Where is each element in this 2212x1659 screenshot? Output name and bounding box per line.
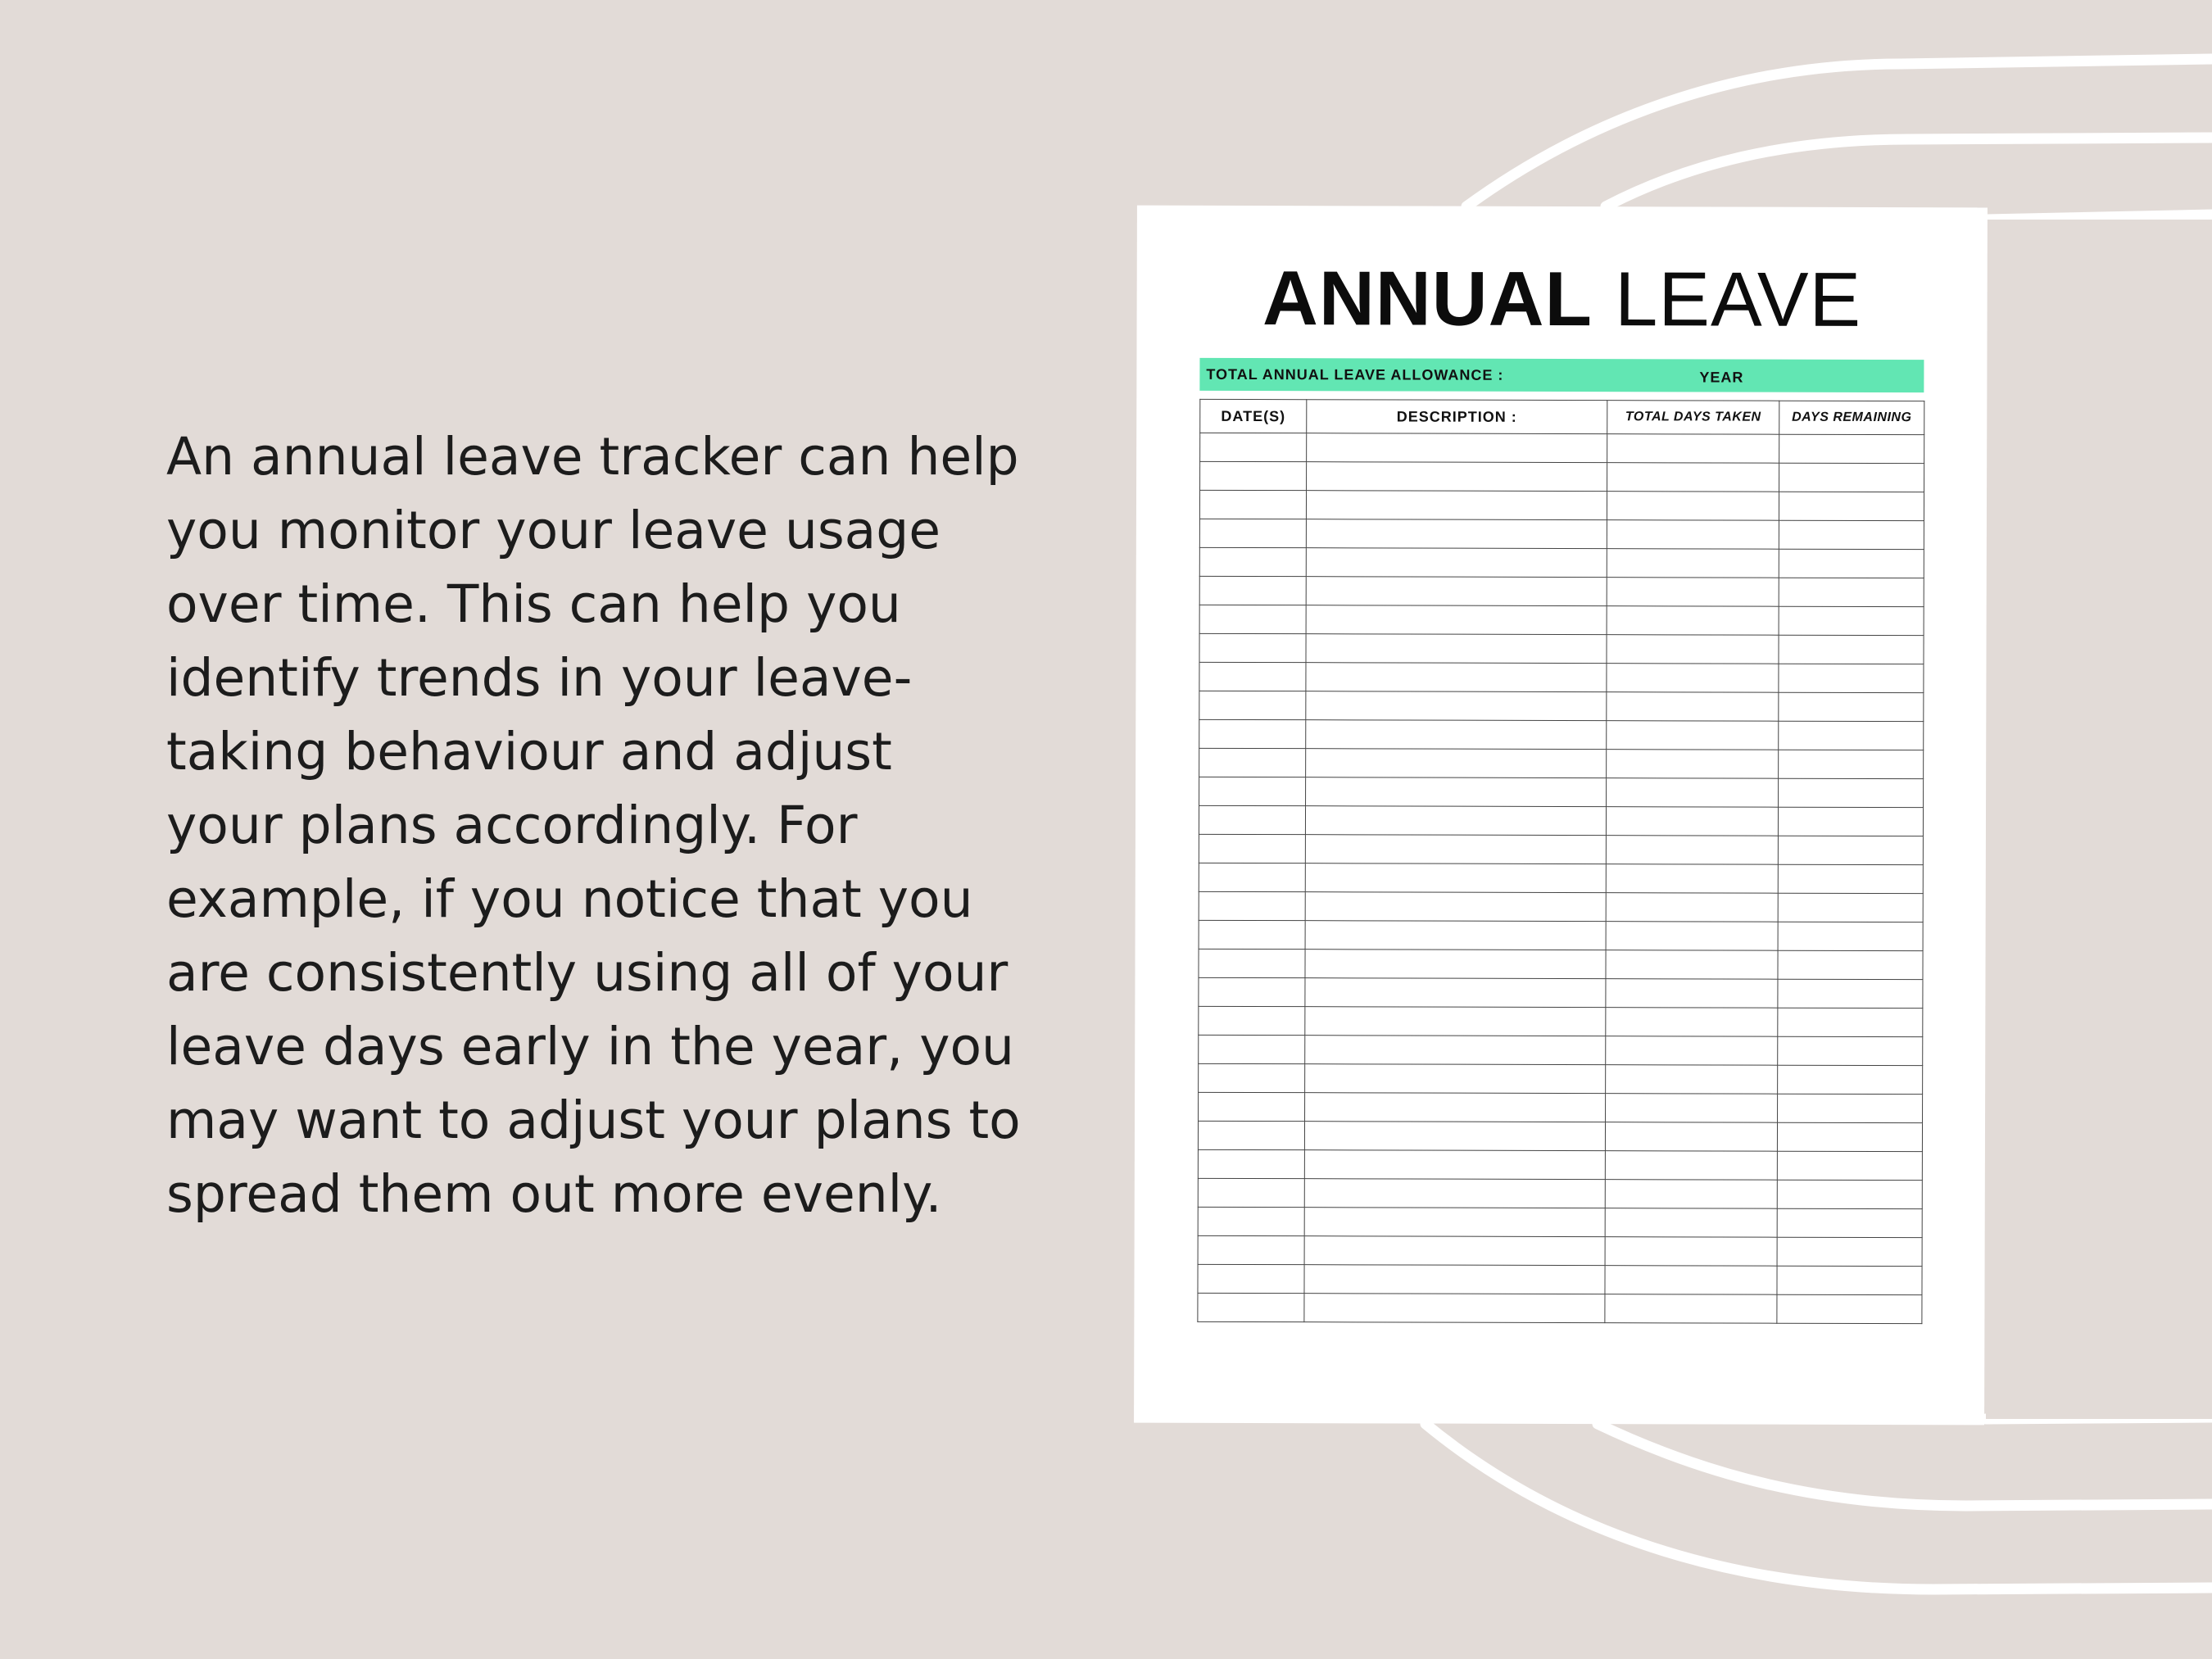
days-remaining-cell (1777, 1294, 1922, 1323)
description-cell (1305, 921, 1606, 950)
date-cell (1199, 863, 1305, 891)
days-remaining-cell (1779, 778, 1924, 807)
table-row (1199, 891, 1923, 922)
description-cell (1305, 1064, 1606, 1094)
table-row (1199, 834, 1923, 864)
days-remaining-cell (1779, 721, 1924, 750)
intro-line: over time. This can help you (166, 574, 901, 634)
date-cell (1198, 1235, 1304, 1264)
days-taken-cell (1606, 893, 1778, 922)
days-remaining-cell (1778, 1065, 1923, 1094)
days-remaining-cell (1777, 1180, 1922, 1208)
days-taken-cell (1606, 1008, 1778, 1037)
days-taken-cell (1606, 807, 1778, 836)
description-cell (1304, 1122, 1605, 1151)
intro-line: are consistently using all of your (166, 943, 1009, 1003)
column-header-description: DESCRIPTION : (1307, 400, 1607, 434)
description-cell (1305, 1093, 1606, 1122)
days-taken-cell (1607, 578, 1779, 607)
description-cell (1305, 806, 1606, 836)
days-remaining-cell (1779, 664, 1924, 692)
table-row (1200, 461, 1924, 492)
table-row (1199, 1092, 1923, 1122)
days-remaining-cell (1777, 1266, 1922, 1294)
description-cell (1306, 491, 1607, 520)
arc-line-middle (1606, 138, 2212, 206)
days-taken-cell (1606, 1065, 1778, 1095)
description-cell (1305, 978, 1606, 1008)
table-row (1198, 1149, 1922, 1180)
intro-line: example, if you notice that you (166, 869, 973, 929)
days-taken-cell (1605, 1151, 1777, 1181)
table-row (1199, 748, 1924, 778)
days-remaining-cell (1777, 1237, 1922, 1266)
table-body (1198, 433, 1924, 1323)
date-cell (1198, 1178, 1304, 1207)
days-remaining-cell (1779, 492, 1924, 520)
days-remaining-cell (1778, 1036, 1923, 1065)
year-label: YEAR (1699, 369, 1744, 386)
description-cell (1306, 519, 1607, 549)
description-cell (1305, 863, 1606, 893)
annual-leave-sheet (1134, 206, 1988, 1426)
table-row (1198, 1121, 1922, 1151)
date-cell (1199, 805, 1305, 834)
description-cell (1306, 691, 1607, 721)
days-remaining-cell (1779, 692, 1924, 721)
table-row (1199, 1035, 1923, 1065)
table-row (1199, 576, 1924, 606)
date-cell (1199, 891, 1305, 920)
days-remaining-cell (1778, 1008, 1923, 1036)
description-cell (1304, 1294, 1605, 1323)
table-row (1198, 1293, 1922, 1323)
days-taken-cell (1605, 1208, 1777, 1238)
days-remaining-cell (1778, 836, 1923, 864)
date-cell (1199, 605, 1306, 633)
days-taken-cell (1606, 979, 1778, 1009)
table-row (1199, 977, 1923, 1008)
description-cell (1306, 720, 1607, 750)
date-cell (1198, 1293, 1304, 1321)
table-row (1198, 1235, 1922, 1266)
table-row (1199, 633, 1924, 664)
description-cell (1306, 577, 1607, 606)
intro-line: your plans accordingly. For (166, 796, 858, 855)
days-taken-cell (1607, 492, 1779, 521)
arc-line-bottom-middle (1598, 1424, 2212, 1506)
date-cell (1199, 576, 1306, 605)
arc-line-outer (1466, 59, 2212, 206)
background-panel (1986, 220, 2212, 1419)
days-taken-cell (1607, 434, 1779, 464)
date-cell (1199, 490, 1306, 519)
table-row (1199, 805, 1923, 836)
days-taken-cell (1607, 721, 1779, 750)
description-cell (1304, 1208, 1605, 1237)
date-cell (1200, 461, 1307, 490)
description-cell (1306, 663, 1607, 692)
date-cell (1199, 834, 1305, 863)
days-taken-cell (1607, 635, 1779, 664)
days-taken-cell (1607, 463, 1779, 492)
days-taken-cell (1607, 520, 1779, 550)
description-cell (1306, 777, 1607, 807)
days-remaining-cell (1777, 1122, 1922, 1151)
table-header-row (1200, 399, 1924, 434)
date-cell (1199, 662, 1306, 691)
table-row (1199, 777, 1924, 807)
intro-line: leave days early in the year, you (166, 1017, 1014, 1077)
days-remaining-cell (1778, 864, 1923, 893)
description-cell (1305, 1036, 1606, 1065)
days-taken-cell (1605, 1122, 1777, 1152)
table-row (1199, 949, 1923, 979)
date-cell (1198, 1121, 1304, 1149)
table-row (1199, 719, 1924, 750)
date-cell (1199, 1035, 1305, 1063)
intro-line: identify trends in your leave- (166, 648, 913, 708)
table-row (1199, 490, 1924, 520)
description-cell (1305, 1007, 1606, 1036)
column-header-dates: DATE(S) (1200, 399, 1307, 433)
days-remaining-cell (1779, 434, 1924, 463)
table-row (1199, 662, 1924, 692)
days-taken-cell (1607, 778, 1779, 808)
days-taken-cell (1606, 1036, 1778, 1066)
description-cell (1305, 835, 1606, 864)
days-remaining-cell (1778, 922, 1923, 950)
table-row (1199, 519, 1924, 549)
table-row (1199, 605, 1924, 635)
days-taken-cell (1606, 922, 1778, 951)
date-cell (1199, 519, 1306, 547)
date-cell (1199, 1006, 1305, 1035)
date-cell (1199, 547, 1306, 576)
table-row (1199, 863, 1923, 893)
intro-paragraph (166, 420, 1084, 1231)
sheet-title (1137, 253, 1988, 346)
date-cell (1199, 719, 1306, 748)
intro-line: spread them out more evenly. (166, 1164, 942, 1224)
date-cell (1200, 433, 1307, 461)
table-row (1199, 920, 1923, 950)
table-row (1198, 1178, 1922, 1208)
days-taken-cell (1606, 864, 1778, 894)
allowance-label: TOTAL ANNUAL LEAVE ALLOWANCE : (1206, 365, 1504, 383)
days-taken-cell (1607, 549, 1779, 578)
intro-line: An annual leave tracker can help (166, 427, 1019, 487)
days-taken-cell (1607, 606, 1779, 636)
days-remaining-cell (1779, 520, 1924, 549)
days-remaining-cell (1779, 750, 1924, 778)
date-cell (1199, 691, 1306, 719)
days-remaining-cell (1779, 635, 1924, 664)
date-cell (1199, 977, 1305, 1006)
description-cell (1307, 433, 1607, 463)
days-remaining-cell (1779, 549, 1924, 578)
date-cell (1199, 949, 1305, 977)
description-cell (1307, 462, 1607, 492)
days-taken-cell (1607, 750, 1779, 779)
days-taken-cell (1605, 1237, 1777, 1267)
days-remaining-cell (1778, 893, 1923, 922)
date-cell (1199, 748, 1306, 777)
date-cell (1199, 1063, 1305, 1092)
days-remaining-cell (1777, 1208, 1922, 1237)
date-cell (1198, 1207, 1304, 1235)
title-bold-word: ANNUAL (1262, 255, 1593, 342)
date-cell (1198, 1264, 1304, 1293)
description-cell (1305, 892, 1606, 922)
description-cell (1304, 1150, 1605, 1180)
table-row (1198, 1264, 1922, 1294)
days-remaining-cell (1778, 807, 1923, 836)
description-cell (1304, 1179, 1605, 1208)
table-row (1199, 1063, 1923, 1094)
date-cell (1199, 777, 1306, 805)
leave-table (1197, 399, 1924, 1324)
table-row (1199, 691, 1924, 721)
description-cell (1304, 1265, 1605, 1294)
days-remaining-cell (1779, 606, 1924, 635)
column-header-total-days-taken: TOTAL DAYS TAKEN (1607, 401, 1779, 435)
column-header-days-remaining: DAYS REMAINING (1779, 401, 1924, 434)
days-taken-cell (1607, 692, 1779, 722)
date-cell (1199, 920, 1305, 949)
intro-line: taking behaviour and adjust (166, 722, 892, 782)
description-cell (1306, 634, 1607, 664)
table-row (1200, 433, 1924, 463)
table-row (1199, 547, 1924, 578)
table-row (1199, 1006, 1923, 1036)
date-cell (1198, 1149, 1304, 1178)
description-cell (1306, 548, 1607, 578)
description-cell (1306, 605, 1607, 635)
days-remaining-cell (1777, 1151, 1922, 1180)
days-taken-cell (1605, 1294, 1777, 1324)
days-taken-cell (1605, 1180, 1777, 1209)
days-remaining-cell (1778, 979, 1923, 1008)
date-cell (1199, 1092, 1305, 1121)
days-taken-cell (1606, 836, 1778, 865)
days-remaining-cell (1779, 463, 1924, 492)
days-taken-cell (1606, 950, 1778, 980)
days-taken-cell (1605, 1266, 1777, 1295)
date-cell (1199, 633, 1306, 662)
intro-line: may want to adjust your plans to (166, 1090, 1021, 1150)
days-remaining-cell (1779, 578, 1924, 606)
days-remaining-cell (1778, 950, 1923, 979)
description-cell (1304, 1236, 1605, 1266)
description-cell (1305, 950, 1606, 979)
days-taken-cell (1606, 1094, 1778, 1123)
description-cell (1306, 749, 1607, 778)
days-remaining-cell (1778, 1094, 1923, 1122)
title-light-word: LEAVE (1614, 256, 1862, 342)
days-taken-cell (1607, 664, 1779, 693)
intro-line: you monitor your leave usage (166, 501, 941, 560)
allowance-bar (1199, 358, 1924, 392)
table-row (1198, 1207, 1922, 1237)
